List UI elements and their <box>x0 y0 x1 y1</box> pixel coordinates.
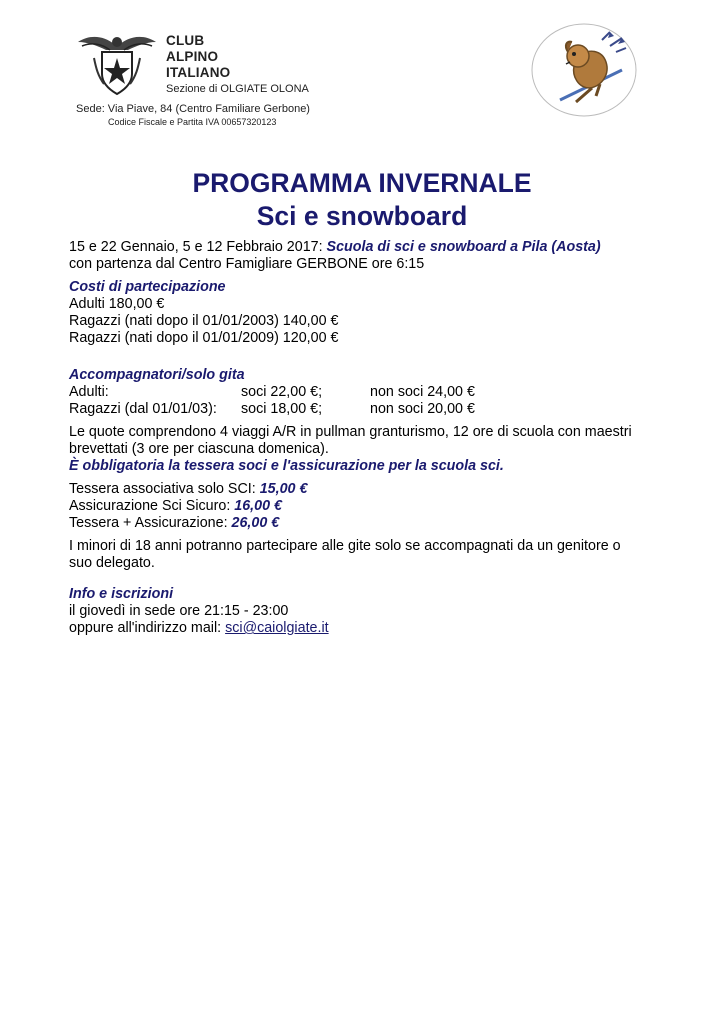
obbligo-notice: È obbligatoria la tessera soci e l'assicurazione per la scuola sci. <box>69 458 504 474</box>
sede-address: Sede: Via Piave, 84 (Centro Familiare Gerbone) <box>76 103 310 115</box>
accompagnatori-non-soci: non soci 24,00 € <box>370 384 475 400</box>
skiing-dog-mascot-icon <box>530 22 638 118</box>
intro-dates-line <box>69 239 601 256</box>
page-subtitle: Sci e snowboard <box>256 201 468 231</box>
accompagnatori-soci: soci 22,00 €; <box>241 384 323 400</box>
email-link[interactable]: sci@caiolgiate.it <box>225 620 329 636</box>
tessera-price: 16,00 € <box>234 498 282 514</box>
info-mail-line: oppure all'indirizzo mail: sci@caiolgiate.it <box>69 620 329 636</box>
minori-line: suo delegato. <box>69 555 155 571</box>
cost-line: Ragazzi (nati dopo il 01/01/2003) 140,00 € <box>69 313 339 329</box>
cost-line: Adulti 180,00 € <box>69 296 165 312</box>
page-title: PROGRAMMA INVERNALE <box>192 168 532 198</box>
cai-eagle-emblem-icon <box>76 28 158 98</box>
info-hours: il giovedì in sede ore 21:15 - 23:00 <box>69 603 289 619</box>
accompagnatori-label: Adulti: <box>69 384 109 400</box>
club-section: Sezione di OLGIATE OLONA <box>166 83 309 95</box>
tessera-price: 15,00 € <box>259 481 308 497</box>
tessera-line: Tessera + Assicurazione: 26,00 € <box>69 515 280 531</box>
accompagnatori-heading: Accompagnatori/solo gita <box>69 367 245 383</box>
quote-line: Le quote comprendono 4 viaggi A/R in pullman granturismo, 12 ore di scuola con maestri <box>69 424 632 440</box>
tessera-line: Tessera associativa solo SCI: 15,00 € <box>69 481 308 497</box>
accompagnatori-label: Ragazzi (dal 01/01/03): <box>69 401 217 417</box>
cost-line: Ragazzi (nati dopo il 01/01/2009) 120,00 € <box>69 330 339 346</box>
minori-line: I minori di 18 anni potranno partecipare alle gite solo se accompagnati da un genitore o <box>69 538 621 554</box>
quote-line: brevettati (3 ore per ciascuna domenica). <box>69 441 329 457</box>
tessera-line: Assicurazione Sci Sicuro: 16,00 € <box>69 498 282 514</box>
accompagnatori-soci: soci 18,00 €; <box>241 401 323 417</box>
club-name: CLUB ALPINO ITALIANO <box>166 33 231 80</box>
intro-dates: 15 e 22 Gennaio, 5 e 12 Febbraio 2017: <box>69 239 327 255</box>
costs-heading: Costi di partecipazione <box>69 279 226 295</box>
intro-departure: con partenza dal Centro Famigliare GERBONE ore 6:15 <box>69 256 425 272</box>
info-heading: Info e iscrizioni <box>69 586 174 602</box>
tessera-price: 26,00 € <box>231 515 280 531</box>
codice-fiscale: Codice Fiscale e Partita IVA 00657320123 <box>108 117 277 127</box>
intro-event: Scuola di sci e snowboard a Pila (Aosta) <box>326 239 601 255</box>
accompagnatori-non-soci: non soci 20,00 € <box>370 401 475 417</box>
